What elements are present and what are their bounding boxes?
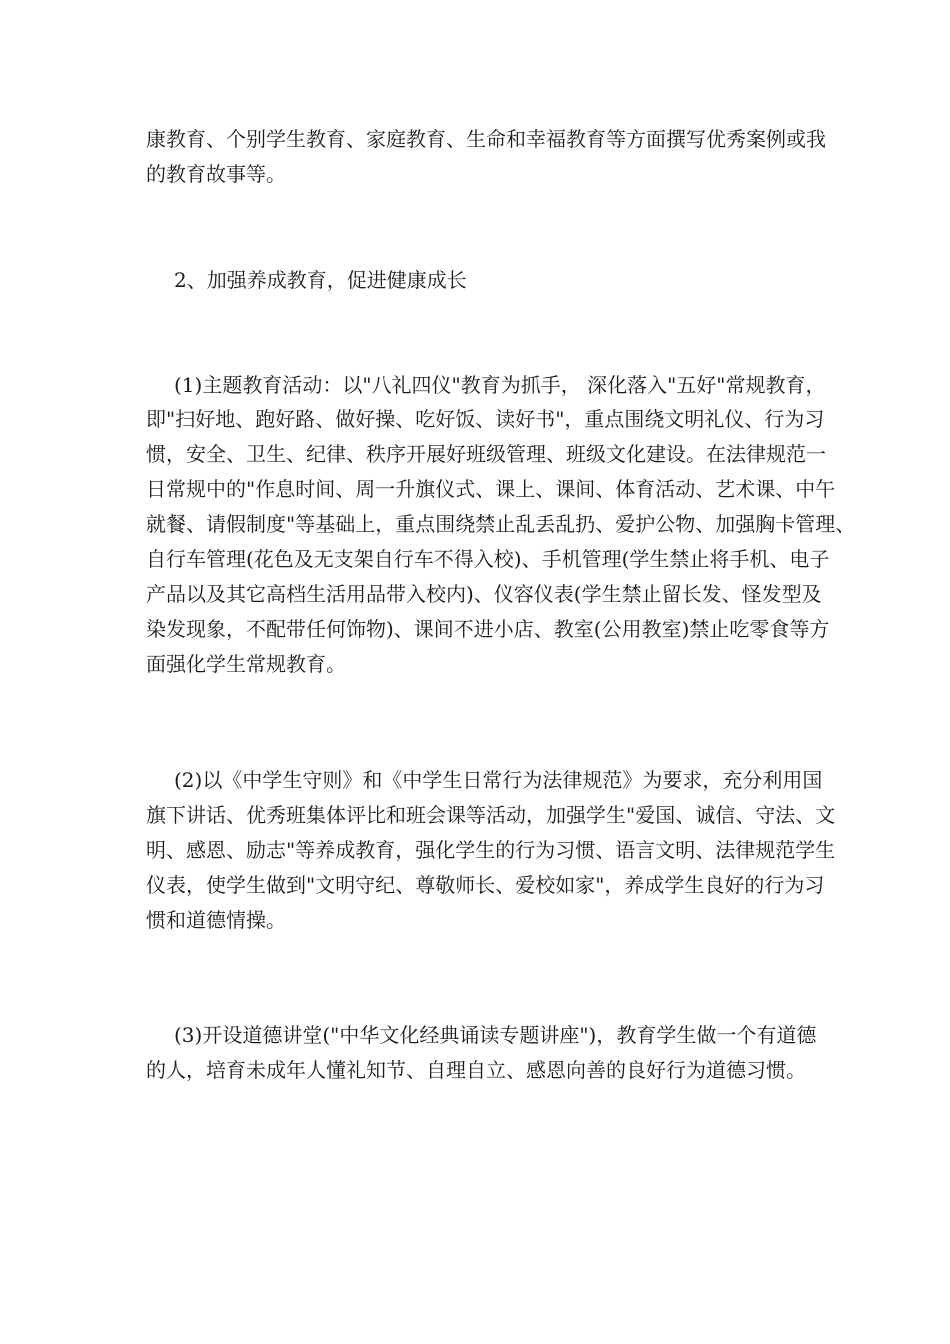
paragraph-line: 仪表，使学生做到"文明守纪、尊敬师长、爱校如家"，养成学生良好的行为习 xyxy=(146,873,825,897)
paragraph-line: 产品以及其它高档生活用品带入校内)、仪容仪表(学生禁止留长发、怪发型及 xyxy=(146,582,822,606)
paragraph-line: (3)开设道德讲堂("中华文化经典诵读专题讲座")，教育学生做一个有道德 xyxy=(174,1023,817,1047)
paragraph-line: 惯，安全、卫生、纪律、秩序开展好班级管理、班级文化建设。在法律规范一 xyxy=(146,442,826,466)
paragraph-line: 日常规中的"作息时间、周一升旗仪式、课上、课间、体育活动、艺术课、中午 xyxy=(146,477,836,501)
paragraph-line: 的教育故事等。 xyxy=(146,162,286,186)
paragraph-line: 惯和道德情操。 xyxy=(146,908,286,932)
paragraph-line: 就餐、请假制度"等基础上，重点围绕禁止乱丢乱扔、爱护公物、加强胸卡管理、 xyxy=(146,512,856,536)
paragraph-line: (2)以《中学生守则》和《中学生日常行为法律规范》为要求，充分利用国 xyxy=(174,768,823,792)
paragraph-line: 明、感恩、励志"等养成教育，强化学生的行为习惯、语言文明、法律规范学生 xyxy=(146,838,836,862)
paragraph-line: 染发现象，不配带任何饰物)、课间不进小店、教室(公用教室)禁止吃零食等方 xyxy=(146,617,830,641)
paragraph-line: 面强化学生常规教育。 xyxy=(146,652,346,676)
paragraph-line: 即"扫好地、跑好路、做好操、吃好饭、读好书"，重点围绕文明礼仪、行为习 xyxy=(146,407,825,431)
paragraph-line: 自行车管理(花色及无支架自行车不得入校)、手机管理(学生禁止将手机、电子 xyxy=(146,547,830,571)
section-heading: 2、加强养成教育，促进健康成长 xyxy=(174,268,467,292)
paragraph-line: 旗下讲话、优秀班集体评比和班会课等活动，加强学生"爱国、诚信、守法、文 xyxy=(146,803,836,827)
paragraph-line: 的人，培育未成年人懂礼知节、自理自立、感恩向善的良好行为道德习惯。 xyxy=(146,1058,806,1082)
paragraph-line: 康教育、个别学生教育、家庭教育、生命和幸福教育等方面撰写优秀案例或我 xyxy=(146,127,826,151)
paragraph-line: (1)主题教育活动：以"八礼四仪"教育为抓手， 深化落入"五好"常规教育， xyxy=(174,373,826,397)
